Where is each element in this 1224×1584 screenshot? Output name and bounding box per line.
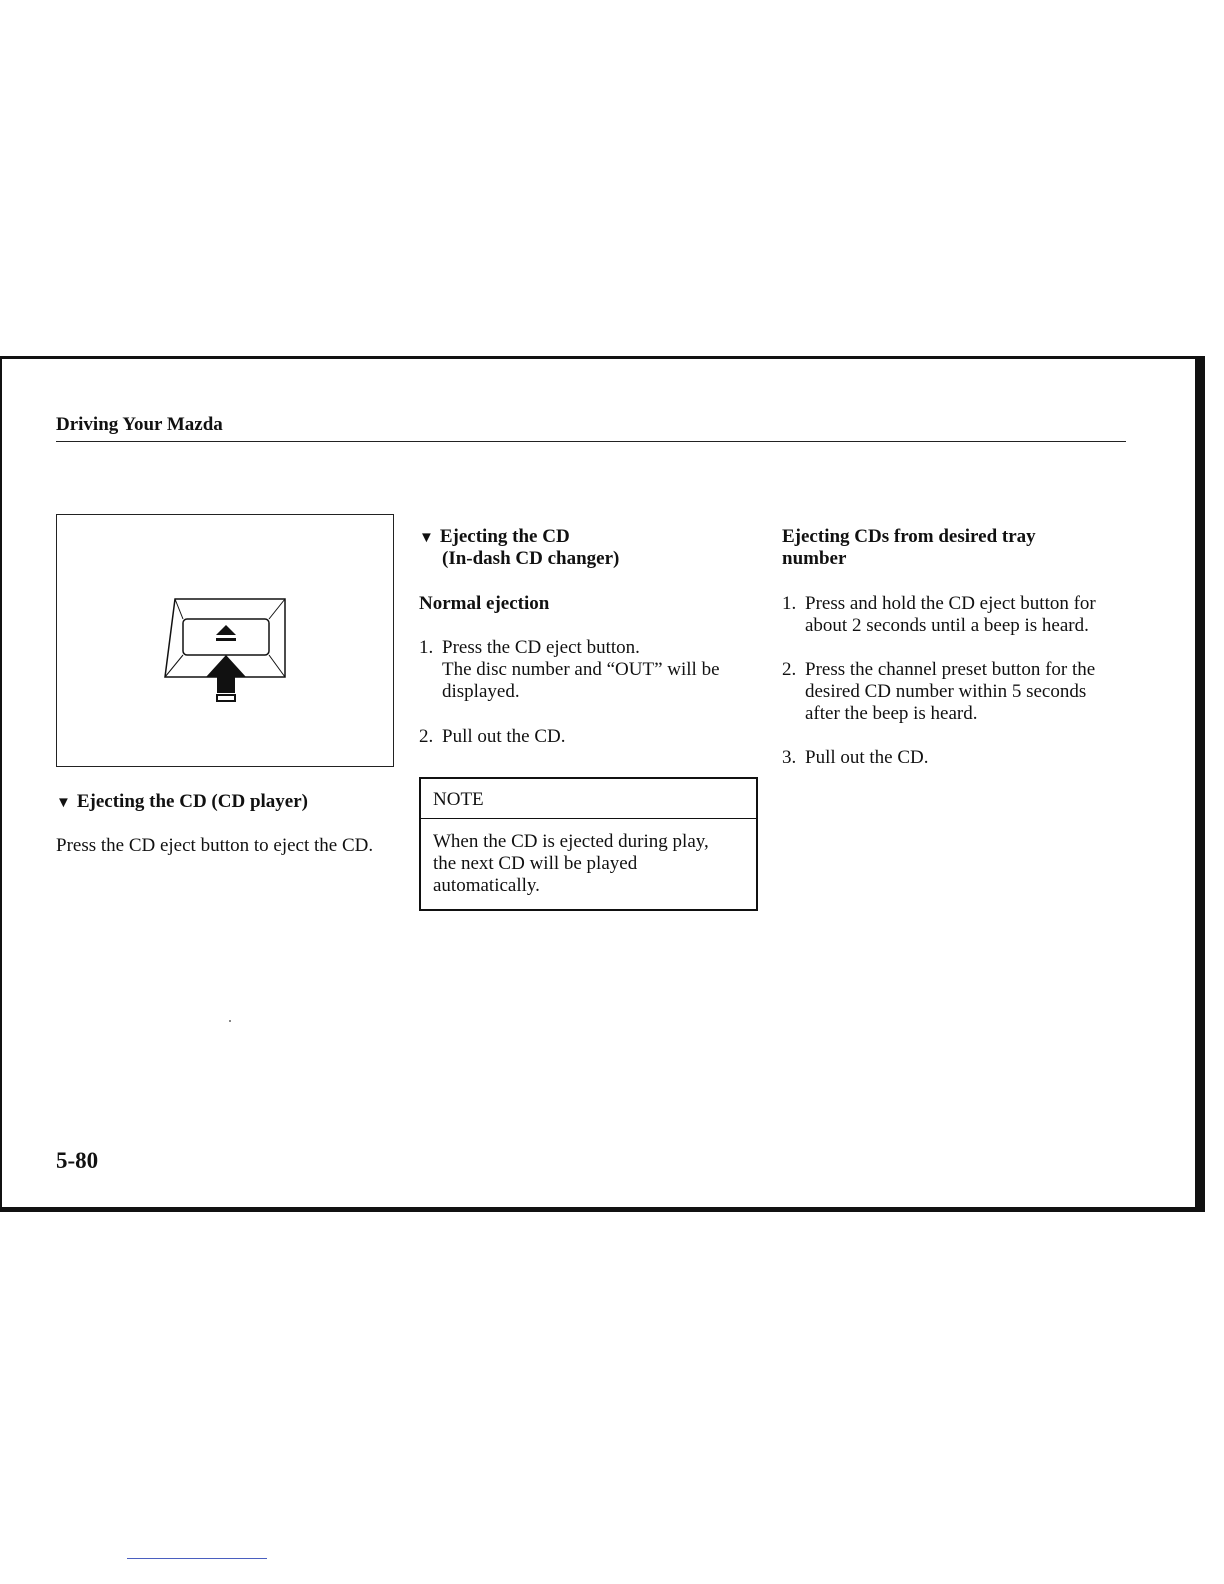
header-divider — [56, 441, 1126, 442]
bevel-line — [269, 599, 285, 619]
cd-player-instruction: Press the CD eject button to eject the CD. — [56, 835, 374, 856]
eject-icon-bar — [216, 638, 236, 641]
cd-eject-button-illustration — [57, 515, 395, 768]
changer-heading: ▼ Ejecting the CD — [419, 526, 570, 547]
page-number: 5-80 — [56, 1148, 99, 1173]
note-box — [419, 777, 758, 911]
press-arrow-icon — [206, 655, 246, 693]
triangle-marker-icon: ▼ — [419, 530, 434, 546]
stray-dot — [229, 1020, 231, 1022]
desired-tray-heading: Ejecting CDs from desired tray — [782, 526, 1036, 547]
desired-tray-heading-line2: number — [782, 548, 847, 569]
eject-icon — [216, 625, 236, 635]
eject-button-figure — [56, 514, 394, 767]
eject-button-face — [183, 619, 269, 655]
changer-heading-line2: (In-dash CD changer) — [442, 548, 620, 569]
bottom-rule — [127, 1558, 267, 1559]
section-header: Driving Your Mazda — [56, 414, 223, 435]
normal-ejection-subheading: Normal ejection — [419, 593, 550, 614]
note-body: When the CD is ejected during play, the next CD will be played automatically. — [433, 831, 709, 896]
press-arrow-base — [217, 695, 235, 701]
cd-player-heading: ▼ Ejecting the CD (CD player) — [56, 791, 308, 812]
note-header — [421, 779, 756, 819]
triangle-marker-icon: ▼ — [56, 795, 71, 811]
note-title: NOTE — [433, 789, 484, 810]
bevel-line — [175, 599, 183, 619]
bevel-line — [269, 655, 285, 677]
